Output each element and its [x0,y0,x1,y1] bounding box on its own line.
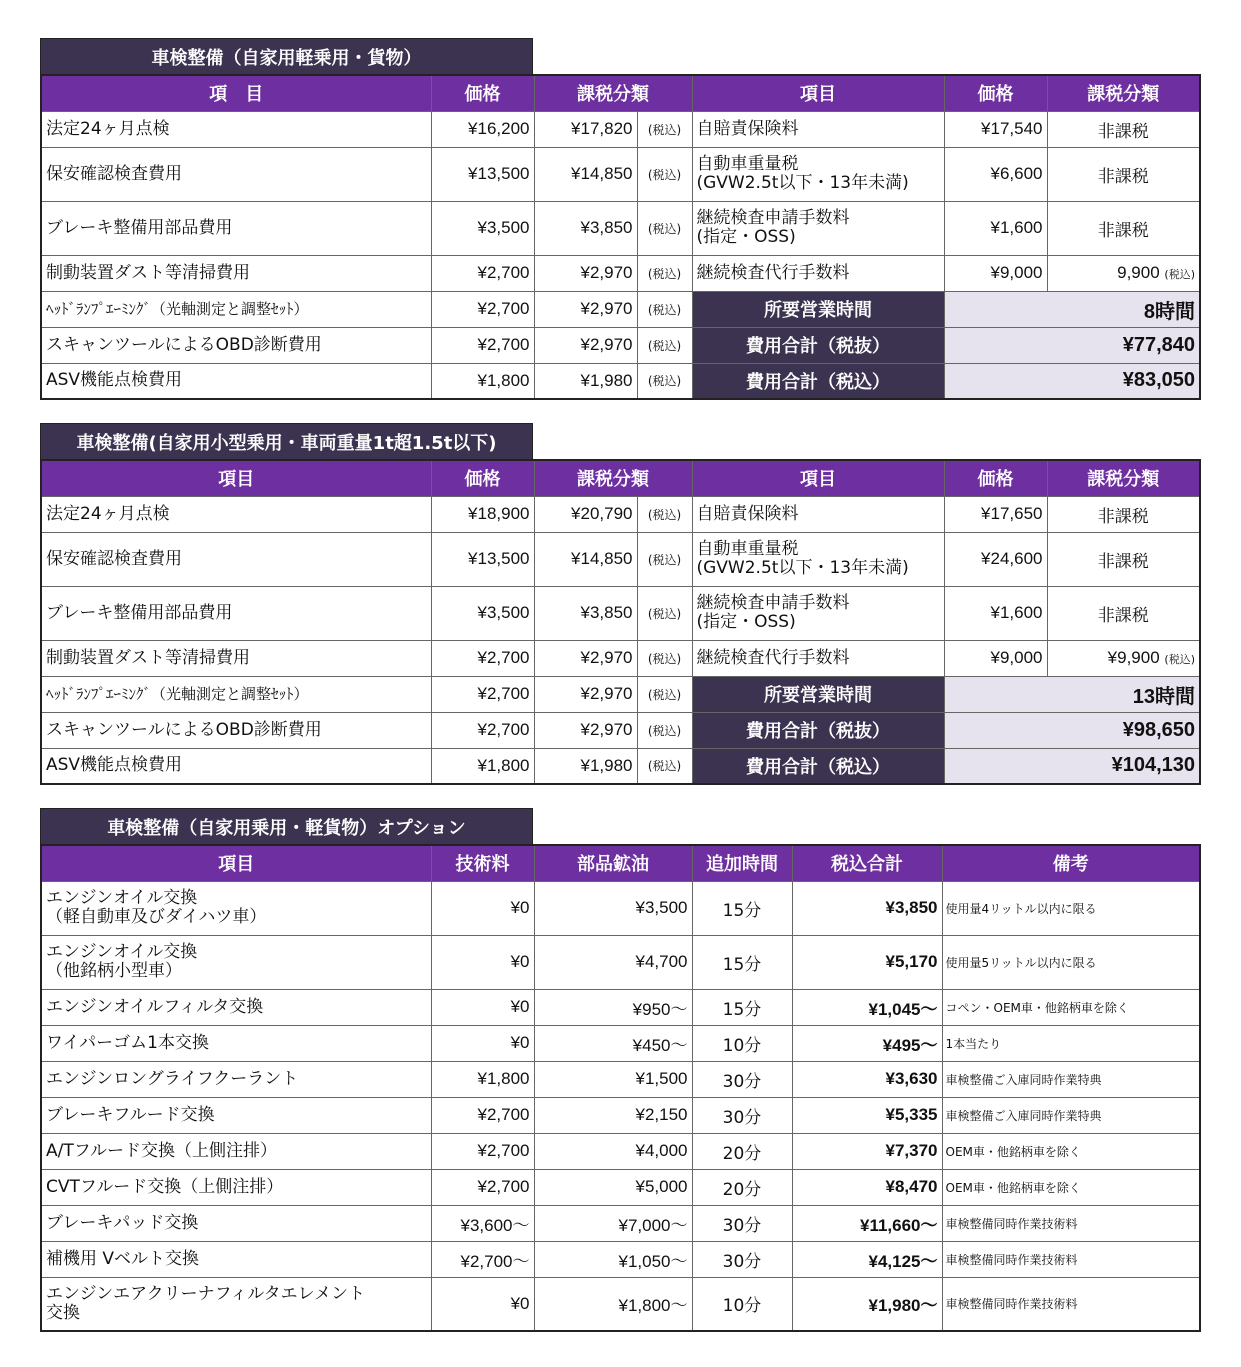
option-parts: ¥1,050～ [534,1241,692,1277]
header-price-right: 価格 [944,460,1047,496]
item-tax-included: ¥2,970 [534,291,637,327]
table-row [41,881,1200,935]
summary-value-hours: 13時間 [944,676,1200,712]
item-name: ﾍｯﾄﾞﾗﾝﾌﾟｴｰﾐﾝｸﾞ（光軸測定と調整ｾｯﾄ） [41,676,431,712]
option-tech-fee: ¥0 [431,989,534,1025]
item-tax-included: ¥2,970 [534,327,637,363]
right-item-price: ¥1,600 [944,201,1047,255]
option-parts: ¥1,500 [534,1061,692,1097]
header-item-right: 項目 [692,460,944,496]
option-name-line2: （軽自動車及びダイハツ車） [46,907,267,927]
option-total: ¥11,660～ [792,1205,942,1241]
right-item-name: 自賠責保険料 [692,111,944,147]
option-tech-fee: ¥0 [431,881,534,935]
right-item-name-line1: 継続検査申請手数料 [696,593,850,613]
right-item-tax [1047,640,1200,676]
tax-note: (税込) [637,291,692,327]
table-header-row [41,460,1200,496]
table-row [41,586,1200,640]
option-remark: OEM車・他銘柄車を除く [942,1133,1200,1169]
item-price: ¥16,200 [431,111,534,147]
summary-label-total-incl: 費用合計（税込） [692,363,944,399]
option-remark: 使用量5リットル以内に限る [942,935,1200,989]
table-row [41,147,1200,201]
right-item-name-line1: 継続検査申請手数料 [696,208,850,228]
options-block [40,808,1199,1332]
option-tech-fee: ¥0 [431,1025,534,1061]
summary-label-hours: 所要営業時間 [692,676,944,712]
tax-note: (税込) [637,363,692,399]
tax-note: (税込) [637,640,692,676]
item-name: ブレーキ整備用部品費用 [41,201,431,255]
table-row [41,1025,1200,1061]
right-item-tax: 非課税 [1047,496,1200,532]
right-item-name-line2: (GVW2.5t以下・13年未満) [696,173,909,193]
option-parts: ¥4,700 [534,935,692,989]
header-tax-right: 課税分類 [1047,460,1200,496]
table-row [41,1061,1200,1097]
option-tech-fee: ¥2,700 [431,1097,534,1133]
item-price: ¥2,700 [431,291,534,327]
option-parts: ¥4,000 [534,1133,692,1169]
option-name: ブレーキパッド交換 [41,1205,431,1241]
item-price: ¥1,800 [431,748,534,784]
right-item-name [692,201,944,255]
header-item: 項 目 [41,75,431,111]
item-price: ¥2,700 [431,255,534,291]
item-tax-included: ¥2,970 [534,255,637,291]
table-row [41,640,1200,676]
item-tax-included: ¥17,820 [534,111,637,147]
item-tax-included: ¥14,850 [534,147,637,201]
item-price: ¥3,500 [431,586,534,640]
item-name: スキャンツールによるOBD診断費用 [41,327,431,363]
item-tax-included: ¥20,790 [534,496,637,532]
summary-label-total-incl: 費用合計（税込） [692,748,944,784]
option-name-line1: エンジンエアクリーナフィルタエレメント [46,1283,366,1304]
right-item-name-line1: 自動車重量税 [696,154,799,174]
right-item-tax: 非課税 [1047,147,1200,201]
summary-label-total-excl: 費用合計（税抜） [692,327,944,363]
right-item-price: ¥17,540 [944,111,1047,147]
kei-price-table [40,74,1201,400]
options-table [40,844,1201,1332]
right-item-tax: 非課税 [1047,201,1200,255]
tax-note: (税込) [637,748,692,784]
option-name [41,881,431,935]
item-price: ¥3,500 [431,201,534,255]
right-item-price: ¥1,600 [944,586,1047,640]
right-item-tax [1047,255,1200,291]
option-time: 20分 [692,1133,792,1169]
item-name: ﾍｯﾄﾞﾗﾝﾌﾟｴｰﾐﾝｸﾞ（光軸測定と調整ｾｯﾄ） [41,291,431,327]
option-name: エンジンオイルフィルタ交換 [41,989,431,1025]
table-header-row [41,75,1200,111]
right-item-tax: 非課税 [1047,586,1200,640]
tax-note: (税込) [637,111,692,147]
right-item-name [692,532,944,586]
summary-label-total-excl: 費用合計（税抜） [692,712,944,748]
header-price: 価格 [431,460,534,496]
right-item-price: ¥9,000 [944,255,1047,291]
option-name: ワイパーゴム1本交換 [41,1025,431,1061]
option-parts: ¥7,000～ [534,1205,692,1241]
summary-value-total-excl: ¥77,840 [944,327,1200,363]
option-name: エンジンロングライフクーラント [41,1061,431,1097]
option-time: 30分 [692,1205,792,1241]
summary-value-total-incl: ¥83,050 [944,363,1200,399]
right-item-price: ¥24,600 [944,532,1047,586]
item-price: ¥1,800 [431,363,534,399]
table-row [41,712,1200,748]
option-name-line1: エンジンオイル交換 [46,888,198,908]
header-remark: 備考 [942,845,1200,881]
item-price: ¥2,700 [431,640,534,676]
options-table-body [41,881,1200,1331]
header-item: 項目 [41,460,431,496]
header-tax: 課税分類 [534,460,692,496]
option-total: ¥5,335 [792,1097,942,1133]
right-item-name-line2: (GVW2.5t以下・13年未満) [696,558,909,578]
option-tech-fee: ¥2,700 [431,1133,534,1169]
option-parts: ¥3,500 [534,881,692,935]
option-tech-fee: ¥1,800 [431,1061,534,1097]
option-parts: ¥450～ [534,1025,692,1061]
tax-note: (税込) [637,496,692,532]
option-time: 30分 [692,1241,792,1277]
option-total: ¥3,630 [792,1061,942,1097]
tax-note: (税込) [637,532,692,586]
table-row [41,989,1200,1025]
header-parts: 部品鉱油 [534,845,692,881]
table-header-row [41,845,1200,881]
small-table-title: 車検整備(自家用小型乗用・車両重量1t超1.5t以下) [40,423,533,459]
option-time: 15分 [692,935,792,989]
table-row [41,255,1200,291]
option-name: A/Tフルード交換（上側注排） [41,1133,431,1169]
table-row [41,748,1200,784]
right-item-tax: 非課税 [1047,111,1200,147]
summary-value-total-incl: ¥104,130 [944,748,1200,784]
item-name: スキャンツールによるOBD診断費用 [41,712,431,748]
item-name: 保安確認検査費用 [41,532,431,586]
option-total: ¥1,980～ [792,1277,942,1331]
item-tax-included: ¥3,850 [534,201,637,255]
item-price: ¥13,500 [431,147,534,201]
header-item-right: 項目 [692,75,944,111]
tax-note: (税込) [637,327,692,363]
right-item-name: 継続検査代行手数料 [692,255,944,291]
item-name: ASV機能点検費用 [41,748,431,784]
item-name: 法定24ヶ月点検 [41,111,431,147]
options-table-title: 車検整備（自家用乗用・軽貨物）オプション [40,808,533,844]
right-item-name: 自賠責保険料 [692,496,944,532]
kei-inspection-block [40,38,1199,400]
option-time: 15分 [692,881,792,935]
item-name: ASV機能点検費用 [41,363,431,399]
header-item: 項目 [41,845,431,881]
table-row [41,201,1200,255]
item-tax-included: ¥1,980 [534,363,637,399]
table-row [41,496,1200,532]
table-row [41,532,1200,586]
option-total: ¥495～ [792,1025,942,1061]
option-total: ¥4,125～ [792,1241,942,1277]
option-tech-fee: ¥2,700～ [431,1241,534,1277]
item-tax-included: ¥2,970 [534,712,637,748]
item-tax-included: ¥14,850 [534,532,637,586]
header-price-right: 価格 [944,75,1047,111]
option-remark: 1本当たり [942,1025,1200,1061]
option-name-line2: （他銘柄小型車） [46,961,182,981]
header-tax: 課税分類 [534,75,692,111]
option-remark: コペン・OEM車・他銘柄車を除く [942,989,1200,1025]
option-total: ¥1,045～ [792,989,942,1025]
option-time: 15分 [692,989,792,1025]
option-total: ¥5,170 [792,935,942,989]
tax-note: (税込) [637,586,692,640]
option-name-line1: エンジンオイル交換 [46,942,198,962]
tax-note: (税込) [637,712,692,748]
item-price: ¥2,700 [431,676,534,712]
table-row [41,1277,1200,1331]
item-name: 保安確認検査費用 [41,147,431,201]
table-row [41,363,1200,399]
table-row [41,1205,1200,1241]
item-price: ¥2,700 [431,327,534,363]
right-item-tax-value: 9,900 [1117,263,1160,282]
right-item-price: ¥17,650 [944,496,1047,532]
table-row [41,935,1200,989]
table-row [41,327,1200,363]
kei-table-title: 車検整備（自家用軽乗用・貨物） [40,38,533,74]
item-name: 制動装置ダスト等清掃費用 [41,640,431,676]
small-car-inspection-block [40,423,1199,785]
item-tax-included: ¥2,970 [534,676,637,712]
header-total: 税込合計 [792,845,942,881]
option-name: ブレーキフルード交換 [41,1097,431,1133]
summary-value-total-excl: ¥98,650 [944,712,1200,748]
table-row [41,1169,1200,1205]
right-item-price: ¥9,000 [944,640,1047,676]
right-item-tax-note: (税込) [1164,653,1195,666]
option-name: CVTフルード交換（上側注排） [41,1169,431,1205]
right-item-name: 継続検査代行手数料 [692,640,944,676]
option-remark: 車検整備同時作業技術料 [942,1277,1200,1331]
item-tax-included: ¥2,970 [534,640,637,676]
option-time: 10分 [692,1277,792,1331]
option-name [41,1277,431,1331]
option-remark: 車検整備同時作業技術料 [942,1241,1200,1277]
option-parts: ¥5,000 [534,1169,692,1205]
option-tech-fee: ¥0 [431,1277,534,1331]
option-total: ¥3,850 [792,881,942,935]
option-tech-fee: ¥0 [431,935,534,989]
option-name [41,935,431,989]
small-price-table [40,459,1201,785]
summary-label-hours: 所要営業時間 [692,291,944,327]
table-row [41,291,1200,327]
summary-value-hours: 8時間 [944,291,1200,327]
tax-note: (税込) [637,147,692,201]
item-price: ¥13,500 [431,532,534,586]
table-row [41,676,1200,712]
option-time: 30分 [692,1097,792,1133]
option-remark: OEM車・他銘柄車を除く [942,1169,1200,1205]
item-name: 制動装置ダスト等清掃費用 [41,255,431,291]
table-row [41,1133,1200,1169]
option-name: 補機用 Vベルト交換 [41,1241,431,1277]
item-price: ¥2,700 [431,712,534,748]
table-row [41,1097,1200,1133]
right-item-name [692,586,944,640]
option-parts: ¥2,150 [534,1097,692,1133]
option-remark: 車検整備同時作業技術料 [942,1205,1200,1241]
item-name: ブレーキ整備用部品費用 [41,586,431,640]
tax-note: (税込) [637,201,692,255]
right-item-tax-value: ¥9,900 [1107,648,1160,667]
option-total: ¥8,470 [792,1169,942,1205]
option-tech-fee: ¥2,700 [431,1169,534,1205]
option-tech-fee: ¥3,600～ [431,1205,534,1241]
header-tax-right: 課税分類 [1047,75,1200,111]
right-item-tax-note: (税込) [1164,268,1195,281]
right-item-name-line2: (指定・OSS) [696,612,796,632]
option-remark: 車検整備ご入庫同時作業特典 [942,1097,1200,1133]
option-total: ¥7,370 [792,1133,942,1169]
option-remark: 使用量4リットル以内に限る [942,881,1200,935]
right-item-price: ¥6,600 [944,147,1047,201]
right-item-name-line2: (指定・OSS) [696,227,796,247]
option-remark: 車検整備ご入庫同時作業特典 [942,1061,1200,1097]
option-time: 20分 [692,1169,792,1205]
item-price: ¥18,900 [431,496,534,532]
option-time: 30分 [692,1061,792,1097]
right-item-name-line1: 自動車重量税 [696,539,799,559]
item-name: 法定24ヶ月点検 [41,496,431,532]
header-time: 追加時間 [692,845,792,881]
table-row [41,1241,1200,1277]
item-tax-included: ¥1,980 [534,748,637,784]
option-parts: ¥1,800～ [534,1277,692,1331]
right-item-name [692,147,944,201]
tax-note: (税込) [637,255,692,291]
table-row [41,111,1200,147]
header-tech-fee: 技術料 [431,845,534,881]
option-parts: ¥950～ [534,989,692,1025]
option-name-line2: 交換 [46,1302,80,1323]
item-tax-included: ¥3,850 [534,586,637,640]
option-time: 10分 [692,1025,792,1061]
right-item-tax: 非課税 [1047,532,1200,586]
header-price: 価格 [431,75,534,111]
tax-note: (税込) [637,676,692,712]
